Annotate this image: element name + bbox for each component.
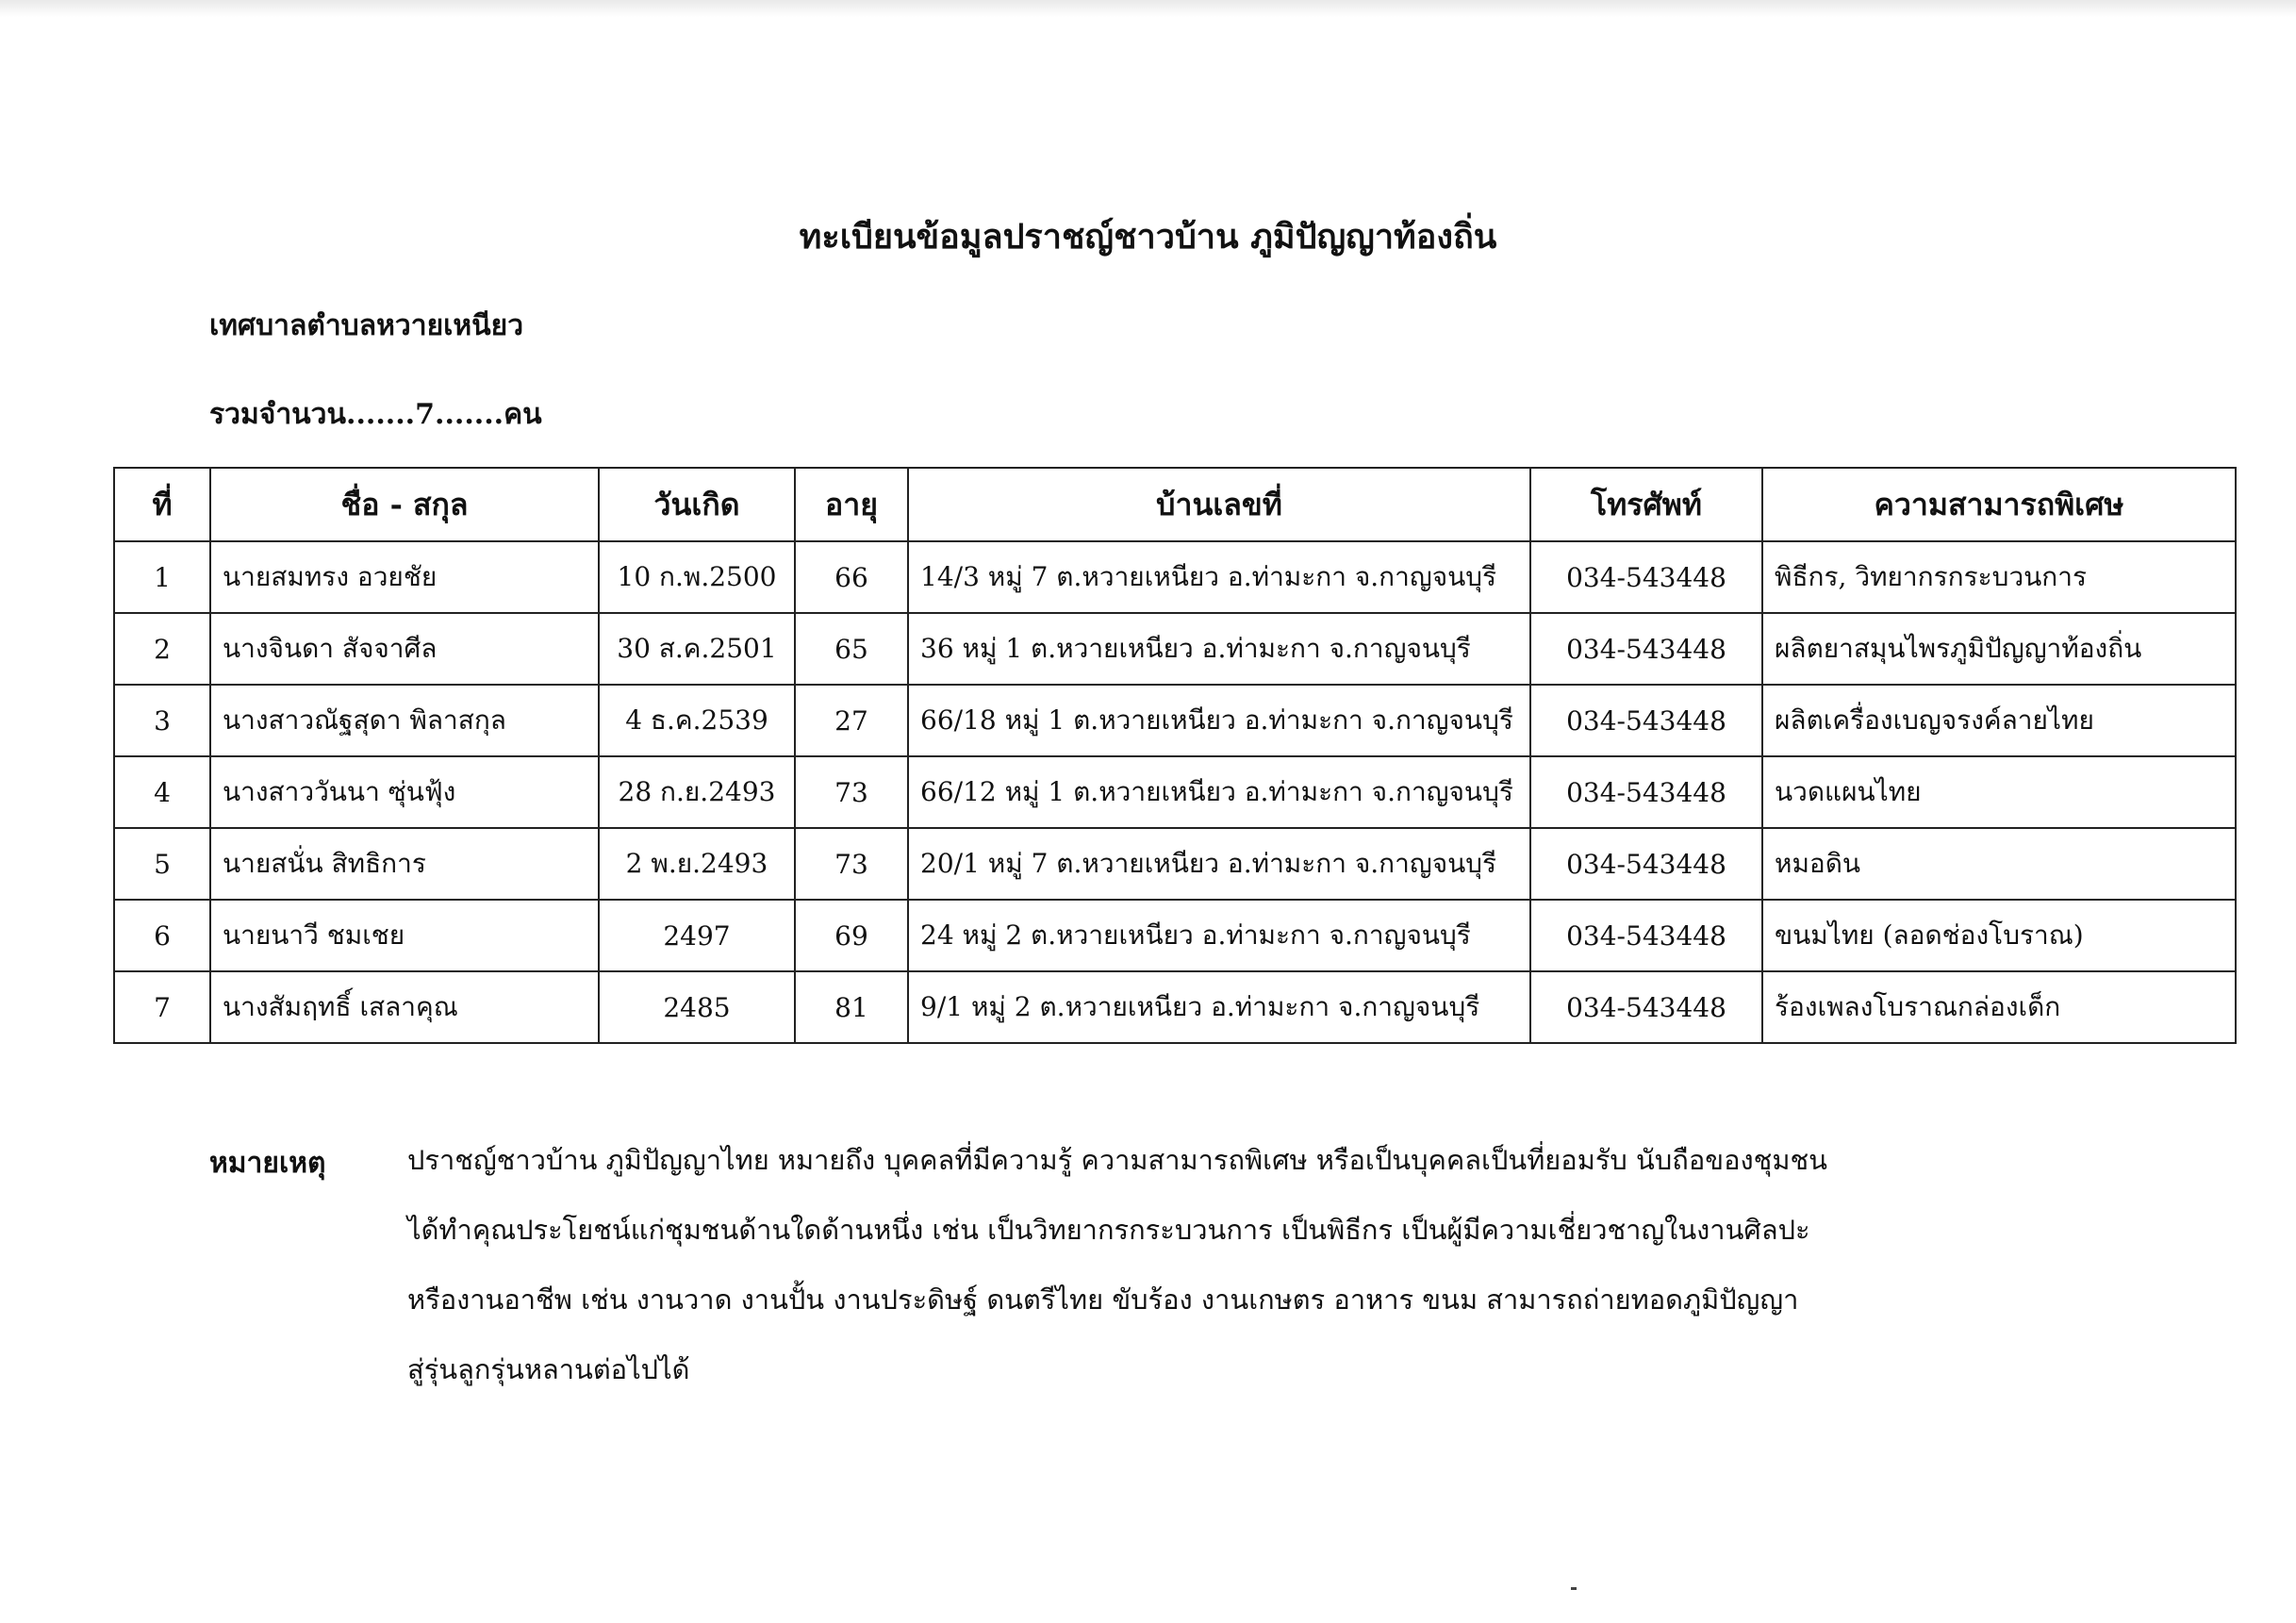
cell-address: 9/1 หมู่ 2 ต.หวายเหนียว อ.ท่ามะกา จ.กาญจนบุรี [908, 971, 1530, 1043]
header-birth: วันเกิด [599, 468, 795, 541]
cell-skill: นวดแผนไทย [1762, 756, 2236, 828]
cell-address: 24 หมู่ 2 ต.หวายเหนียว อ.ท่ามะกา จ.กาญจนบุรี [908, 900, 1530, 971]
cell-skill: ร้องเพลงโบราณกล่องเด็ก [1762, 971, 2236, 1043]
table-row [114, 613, 2236, 685]
note-line: ได้ทำคุณประโยชน์แก่ชุมชนด้านใดด้านหนึ่ง เช่น เป็นวิทยากรกระบวนการ เป็นพิธีกร เป็นผู้มีความเชี่ยวชาญในงานศิลปะ [407, 1214, 1810, 1246]
organization-name: เทศบาลตำบลหวายเหนียว [209, 309, 524, 342]
header-name: ชื่อ - สกุล [210, 468, 599, 541]
cell-address: 66/12 หมู่ 1 ต.หวายเหนียว อ.ท่ามะกา จ.กาญจนบุรี [908, 756, 1530, 828]
total-count: รวมจำนวน.......7.......คน [209, 398, 542, 431]
cell-phone: 034-543448 [1530, 541, 1762, 613]
note-line: สู่รุ่นลูกรุ่นหลานต่อไปได้ [407, 1353, 690, 1385]
cell-age: 66 [795, 541, 908, 613]
cell-no: 6 [114, 900, 210, 971]
table-row [114, 541, 2236, 613]
cell-name: นายสมทรง อวยชัย [210, 541, 599, 613]
cell-address: 36 หมู่ 1 ต.หวายเหนียว อ.ท่ามะกา จ.กาญจนบุรี [908, 613, 1530, 685]
cell-birth: 2485 [599, 971, 795, 1043]
cell-name: นางสาวณัฐสุดา พิลาสกุล [210, 685, 599, 756]
cell-birth: 30 ส.ค.2501 [599, 613, 795, 685]
table-row [114, 971, 2236, 1043]
cell-phone: 034-543448 [1530, 613, 1762, 685]
cell-skill: หมอดิน [1762, 828, 2236, 900]
cell-birth: 28 ก.ย.2493 [599, 756, 795, 828]
header-age: อายุ [795, 468, 908, 541]
table-row [114, 756, 2236, 828]
cell-no: 7 [114, 971, 210, 1043]
cell-age: 81 [795, 971, 908, 1043]
cell-skill: พิธีกร, วิทยากรกระบวนการ [1762, 541, 2236, 613]
cell-skill: ผลิตยาสมุนไพรภูมิปัญญาท้องถิ่น [1762, 613, 2236, 685]
table-row [114, 685, 2236, 756]
cell-phone: 034-543448 [1530, 828, 1762, 900]
cell-name: นางสาววันนา ซุ่นฟุ้ง [210, 756, 599, 828]
register-table [113, 467, 2237, 1044]
cell-no: 3 [114, 685, 210, 756]
table-row [114, 828, 2236, 900]
cell-phone: 034-543448 [1530, 900, 1762, 971]
note-line: ปราชญ์ชาวบ้าน ภูมิปัญญาไทย หมายถึง บุคคลที่มีความรู้ ความสามารถพิเศษ หรือเป็นบุคคลเป็นที่ยอมรับ นับถือของชุมชน [407, 1144, 1827, 1176]
cell-birth: 4 ธ.ค.2539 [599, 685, 795, 756]
scan-speck [1571, 1587, 1577, 1590]
table-header-row [114, 468, 2236, 541]
table-row [114, 900, 2236, 971]
cell-phone: 034-543448 [1530, 971, 1762, 1043]
header-phone: โทรศัพท์ [1530, 468, 1762, 541]
document-title: ทะเบียนข้อมูลปราชญ์ชาวบ้าน ภูมิปัญญาท้องถิ่น [799, 217, 1497, 257]
cell-no: 5 [114, 828, 210, 900]
cell-address: 20/1 หมู่ 7 ต.หวายเหนียว อ.ท่ามะกา จ.กาญจนบุรี [908, 828, 1530, 900]
cell-phone: 034-543448 [1530, 756, 1762, 828]
cell-no: 1 [114, 541, 210, 613]
cell-age: 73 [795, 828, 908, 900]
note-text [407, 1141, 2199, 1420]
cell-name: นางสัมฤทธิ์ เสลาคุณ [210, 971, 599, 1043]
header-no: ที่ [114, 468, 210, 541]
cell-age: 27 [795, 685, 908, 756]
cell-age: 73 [795, 756, 908, 828]
cell-birth: 2497 [599, 900, 795, 971]
cell-no: 4 [114, 756, 210, 828]
note-label: หมายเหตุ [209, 1147, 326, 1180]
header-address: บ้านเลขที่ [908, 468, 1530, 541]
header-skill: ความสามารถพิเศษ [1762, 468, 2236, 541]
page-edge-shadow [0, 0, 2296, 17]
cell-age: 69 [795, 900, 908, 971]
note-line: หรืองานอาชีพ เช่น งานวาด งานปั้น งานประดิษฐ์ ดนตรีไทย ขับร้อง งานเกษตร อาหาร ขนม สามารถถ่ายทอดภูมิปัญญา [407, 1283, 1799, 1316]
cell-birth: 2 พ.ย.2493 [599, 828, 795, 900]
cell-no: 2 [114, 613, 210, 685]
cell-age: 65 [795, 613, 908, 685]
cell-address: 14/3 หมู่ 7 ต.หวายเหนียว อ.ท่ามะกา จ.กาญจนบุรี [908, 541, 1530, 613]
cell-skill: ผลิตเครื่องเบญจรงค์ลายไทย [1762, 685, 2236, 756]
cell-name: นายนาวี ชมเชย [210, 900, 599, 971]
cell-name: นายสนั่น สิทธิการ [210, 828, 599, 900]
cell-name: นางจินดา สัจจาศีล [210, 613, 599, 685]
cell-birth: 10 ก.พ.2500 [599, 541, 795, 613]
cell-skill: ขนมไทย (ลอดช่องโบราณ) [1762, 900, 2236, 971]
cell-address: 66/18 หมู่ 1 ต.หวายเหนียว อ.ท่ามะกา จ.กาญจนบุรี [908, 685, 1530, 756]
cell-phone: 034-543448 [1530, 685, 1762, 756]
